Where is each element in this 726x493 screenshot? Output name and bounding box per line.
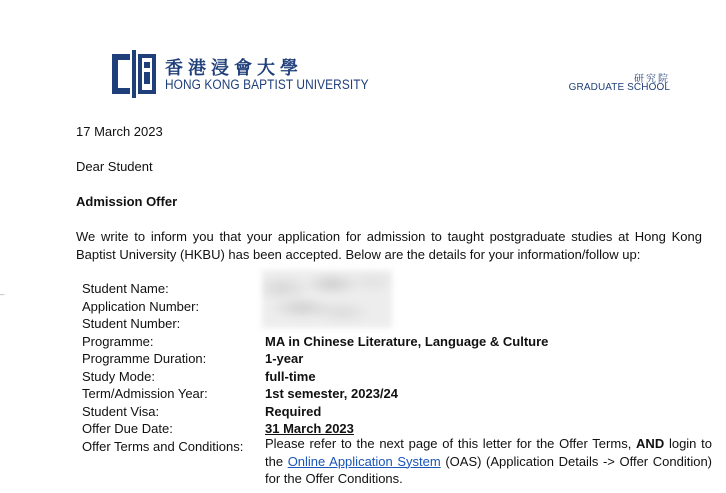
- detail-label: Student Number:: [82, 316, 181, 331]
- detail-label: Programme Duration:: [82, 351, 207, 366]
- terms-text-part: (OAS) (Application Details -> Offer Condition) for the Offer Conditions.: [265, 453, 712, 486]
- page-edge-marker: –: [0, 290, 5, 299]
- detail-value: MA in Chinese Literature, Language & Culture: [265, 333, 549, 349]
- detail-value: 1st semester, 2023/24: [265, 386, 398, 401]
- university-name-chinese: 香港浸會大學: [165, 58, 303, 79]
- detail-label: Programme:: [82, 333, 154, 349]
- letter-intro-paragraph: We write to inform you that your application for admission to taught postgraduate studies at Hong Kong Baptist University (HKBU) has been accepted. Below are the details for your information/follow up:: [76, 229, 702, 262]
- offer-terms-text: [265, 435, 712, 488]
- terms-text-part: login to the: [265, 436, 712, 469]
- detail-value: full-time: [265, 368, 316, 384]
- school-name-chinese: 研究院: [634, 74, 670, 85]
- school-name-english: GRADUATE SCHOOL: [568, 82, 670, 93]
- letterhead: [0, 0, 726, 110]
- detail-label: Application Number:: [82, 298, 200, 314]
- redacted-personal-info: [262, 270, 392, 328]
- detail-label: Offer Terms and Conditions:: [82, 438, 244, 454]
- letter-subject: Admission Offer: [76, 194, 178, 209]
- detail-label: Student Name:: [82, 281, 169, 296]
- hkbu-logo-icon: [108, 44, 160, 100]
- online-application-system-link[interactable]: Online Application System: [287, 453, 441, 469]
- letter-salutation: Dear Student: [76, 159, 153, 174]
- detail-label: Term/Admission Year:: [82, 386, 208, 401]
- letter-date: 17 March 2023: [76, 124, 163, 139]
- detail-value: 1-year: [265, 351, 304, 366]
- university-name-english: HONG KONG BAPTIST UNIVERSITY: [165, 77, 369, 92]
- terms-text-part: Please refer to the next page of this letter for the Offer Terms,: [265, 436, 637, 451]
- detail-value: Required: [265, 403, 322, 419]
- detail-label: Offer Due Date:: [82, 421, 173, 436]
- detail-label: Student Visa:: [82, 403, 160, 419]
- detail-label: Study Mode:: [82, 368, 155, 384]
- detail-value: 31 March 2023: [265, 421, 354, 436]
- terms-emphasis: AND: [636, 436, 665, 451]
